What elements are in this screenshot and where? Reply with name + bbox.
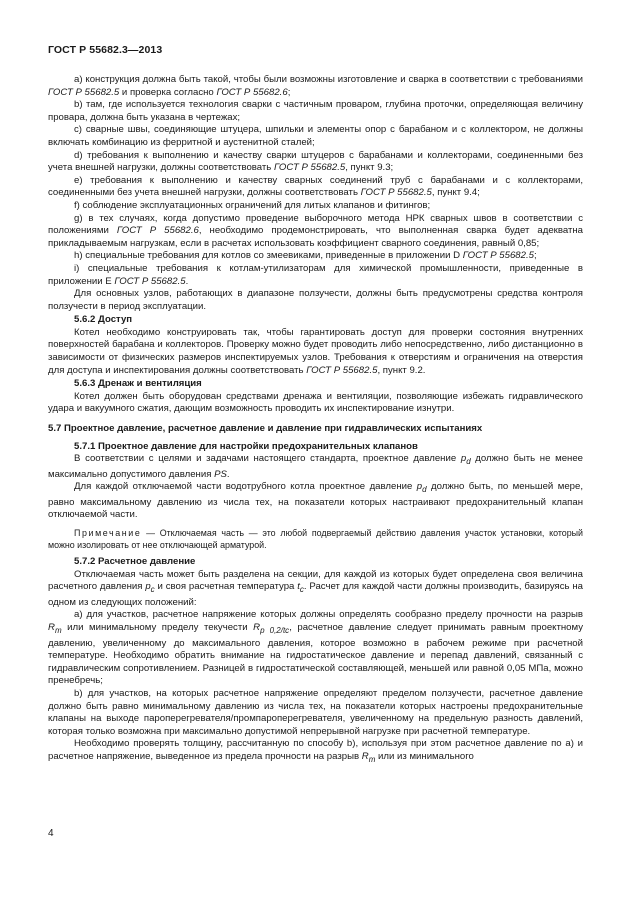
- section-5-7-2-last-paragraph: Необходимо проверять толщину, рассчитанную по способу b), используя при этом расчетное давление по а) и расчетное напряжение, выведенное из предела прочности на разрыв $R_m$ или из минимального: [48, 738, 583, 764]
- section-5-7-1-paragraph-2: Для каждой отключаемой части водотрубного котла проектное давление $p_d$ должно быть, по меньшей мере, равно максимальному давлению из числа тех, на показатели которых настраивают предохранительный клапан отключаемой части.: [48, 481, 583, 521]
- section-5-7-2-item-a: а) для участков, расчетное напряжение которых должны определять сообразно пределу прочности на разрыв $R_m$ или минимальному пределу текучести $R_{p 0,2/tc}$, расчетное давление следует принимать равным проектному давлению, увеличенному до максимального давления, которое возможно в рабочем режиме при расчетной температуре. Необходимо обратить внимание на гидростатическое давление и перепад давлений, связанный с гидравлическим сопротивлением. Разницей в гидростатической составляющей, меньшей или равной 0,05 МПа, можно пренебречь;: [48, 609, 583, 687]
- list-item-h: h) специальные требования для котлов со змеевиками, приведенные в приложении D ГОСТ Р 55682.5;: [74, 250, 537, 262]
- section-5-6-2-heading: 5.6.2 Доступ: [74, 314, 133, 326]
- section-5-7-heading: 5.7 Проектное давление, расчетное давление и давление при гидравлических испытаниях: [48, 423, 483, 435]
- list-item-e: е) требования к выполнению и качеству сварных соединений труб с барабанами и с коллекторами, соединенными без учета внешней нагрузки, должны соответствовать ГОСТ Р 55682.5, пункт 9.4;: [48, 174, 583, 199]
- section-5-7-1-paragraph-1: В соответствии с целями и задачами настоящего стандарта, проектное давление $p_d$ должно быть не менее максимально допустимого давления PS.: [48, 453, 583, 480]
- list-item-d: d) требования к выполнению и качеству сварки штуцеров с барабанами и коллекторами, соединенными без учета внешней нагрузки, должны соответствовать ГОСТ Р 55682.5, пункт 9.3;: [48, 149, 583, 174]
- section-5-6-2-text: Котел необходимо конструировать так, чтобы гарантировать доступ для проверки состояния внутренних поверхностей барабана и коллекторов. Проверку можно будет проводить либо непосредственно, либо дистанционно в зависимости от физических размеров инспектируемых узлов. Требования к отверстиям и ограничения на отверстия для доступа и инспектирования должны соответствовать ГОСТ Р 55682.5, пункт 9.2.: [48, 326, 583, 376]
- section-5-6-3-heading: 5.6.3 Дренаж и вентиляция: [74, 378, 202, 390]
- list-item-c: c) сварные швы, соединяющие штуцера, шпильки и элементы опор с барабаном и с коллектором, не должны включать комбинацию из ферритной и аустенитной сталей;: [48, 124, 583, 148]
- page-body: [48, 74, 583, 766]
- list-item-f: f) соблюдение эксплуатационных ограничений для литых клапанов и фитингов;: [74, 199, 431, 211]
- list-item-b: b) там, где используется технология сварки с частичным проваром, глубина проточки, определяющая величину провара, должна быть указана в чертежах;: [48, 99, 583, 123]
- section-5-7-2-heading: 5.7.2 Расчетное давление: [74, 556, 196, 568]
- list-item-i: i) специальные требования к котлам-утилизаторам для химической промышленности, приведенные в приложении Е ГОСТ Р 55682.5.: [48, 262, 583, 287]
- section-5-7-2-paragraph-1: Отключаемая часть может быть разделена на секции, для каждой из которых будет определена своя величина расчетного давления $p_c$ и своя расчетная температура $t_c$. Расчет для каждой части должны производить, базируясь на одном из следующих положений:: [48, 568, 583, 608]
- section-5-6-3-text: Котел должен быть оборудован средствами дренажа и вентиляции, позволяющие избежать гидравлического удара и вакуумного сжатия, дающим возможность проводить их инспектирование изнутри.: [48, 390, 583, 415]
- list-item-a: а) конструкция должна быть такой, чтобы были возможны изготовление и сварка в соответствии с требованиями ГОСТ Р 55682.5 и проверка согласно ГОСТ Р 55682.6;: [48, 74, 583, 98]
- note: Примечание — Отключаемая часть — это любой подвергаемый действию давления участок установки, который можно изолировать от нее отключающей арматурой.: [48, 528, 583, 550]
- section-5-7-1-heading: 5.7.1 Проектное давление для настройки предохранительных клапанов: [74, 440, 418, 452]
- list-item-g: g) в тех случаях, когда допустимо проведение выборочного метода НРК сварных швов в соответствии с положениями ГОСТ Р 55682.6, необходимо продемонстрировать, что выполненная сварка будет адекватна прикладываемым нагрузкам, если в расчетах использовать коэффициент сварного соединения, равный 0,85;: [48, 212, 584, 249]
- page-number: 4: [48, 828, 54, 839]
- creep-paragraph: Для основных узлов, работающих в диапазоне ползучести, должны быть предусмотрены средства контроля ползучести в период эксплуатации.: [48, 288, 583, 312]
- note-label: Примечание: [74, 528, 142, 538]
- section-5-7-2-item-b: b) для участков, на которых расчетное напряжение определяют пределом ползучести, расчетное давление должно быть равно минимальному давлению из числа тех, на показатели которых настроены предохранительные клапаны на выходе пароперегревателя/промпароперегревателя, увеличенному на предельную разность давлений, которая только возможна при максимально допустимой непрерывной нагрузке при расчетной температуре.: [48, 687, 583, 737]
- document-header: ГОСТ Р 55682.3—2013: [48, 44, 163, 56]
